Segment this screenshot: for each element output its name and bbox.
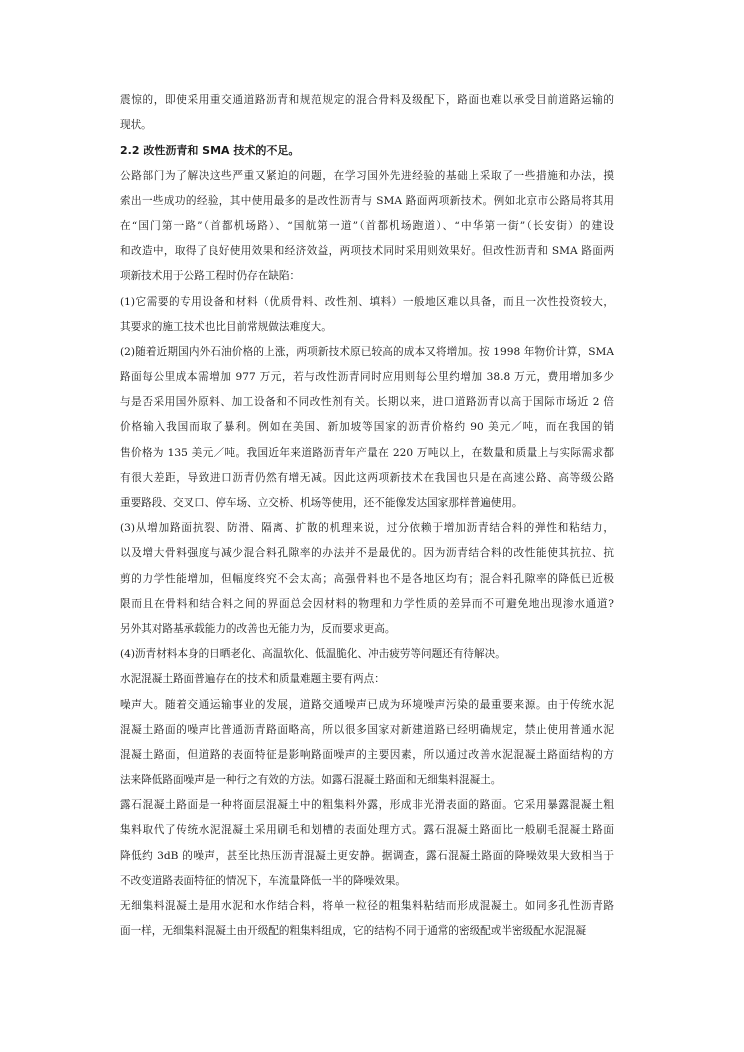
paragraph [120, 667, 614, 692]
text-line: 混凝土路面的噪声比普通沥青路面略高，所以很多国家对新建道路已经明确规定，禁止使用普通水泥 [120, 723, 614, 736]
paragraph [120, 88, 614, 138]
text-line: 路面每公里成本需增加 977 万元，若与改性沥青同时应用则每公里约增加 38.8 万元，费用增加多少 [120, 371, 614, 384]
paragraph [120, 340, 614, 516]
text-line: 另外其对路基承载能力的改善也无能力为，反而要求更高。 [120, 622, 396, 635]
text-line: 重要路段、交叉口、停车场、立交桥、机场等使用，还不能像发达国家那样普遍使用。 [120, 497, 523, 509]
text-line: 法来降低路面噪声是一种行之有效的方法。如露石混凝土路面和无细集料混凝土。 [120, 774, 502, 787]
paragraph [120, 642, 614, 667]
text-line: 混凝土路面，但道路的表面特征是影响路面噪声的主要因素，所以通过改善水泥混凝土路面结构的方 [120, 748, 614, 761]
text-line: 其要求的施工技术也比目前常规做法难度大。 [120, 320, 332, 333]
text-line: 在“国门第一路”（首都机场路）、“国航第一道”（首都机场跑道）、“中华第一街”（长安街）的建设 [120, 219, 614, 232]
document-page [120, 88, 614, 944]
section-heading: 2.2 改性沥青和 SMA 技术的不足。 [120, 144, 300, 158]
text-line: 索出一些成功的经验，其中使用最多的是改性沥青与 SMA 路面两项新技术。例如北京市公路局将其用 [120, 194, 614, 207]
paragraph [120, 894, 614, 944]
text-line: 公路部门为了解决这些严重又紧迫的问题，在学习国外先进经验的基础上采取了一些措施和办法，摸 [120, 169, 614, 182]
text-line: 噪声大。随着交通运输事业的发展，道路交通噪声已成为环境噪声污染的最重要来源。由于传统水泥 [120, 698, 614, 711]
text-line: (1)它需要的专用设备和材料（优质骨料、改性剂、填料）一般地区难以具备，而且一次性投资较大， [120, 295, 614, 308]
paragraph [120, 793, 614, 894]
text-line: 现状。 [120, 119, 152, 132]
paragraph [120, 693, 614, 794]
text-line: 无细集料混凝土是用水泥和水作结合料，将单一粒径的粗集料粘结而形成混凝土。如同多孔性沥青路 [120, 900, 614, 912]
text-line: 集料取代了传统水泥混凝土采用刷毛和划槽的表面处理方式。露石混凝土路面比一般刷毛混凝土路面 [120, 824, 614, 837]
text-line: 以及增大骨料强度与减少混合料孔隙率的办法并不是最优的。因为沥青结合料的改性能使其抗拉、抗 [120, 547, 614, 560]
paragraph [120, 516, 614, 642]
paragraph [120, 164, 614, 290]
text-line: (3)从增加路面抗裂、防滑、隔离、扩散的机理来说，过分依赖于增加沥青结合料的弹性和粘结力， [120, 522, 614, 535]
text-line: 售价格为 135 美元／吨。我国近年来道路沥青年产量在 220 万吨以上，在数量和质量上与实际需求都 [120, 446, 614, 459]
text-line: 水泥混凝土路面普遍存在的技术和质量难题主要有两点： [120, 673, 385, 686]
text-line: 剪的力学性能增加，但幅度终究不会太高；高强骨料也不是各地区均有；混合料孔隙率的降低已近极 [120, 572, 614, 585]
text-line: 价格输入我国而取了暴利。例如在美国、新加坡等国家的沥青价格约 90 美元／吨，而在我国的销 [120, 421, 614, 434]
text-line: 面一样，无细集料混凝土由开级配的粗集料组成，它的结构不同于通常的密级配或半密级配水泥混凝 [120, 925, 587, 938]
text-line: 不改变道路表面特征的情况下，车流量降低一半的降噪效果。 [120, 874, 407, 887]
text-line: (2)随着近期国内外石油价格的上涨，两项新技术原已较高的成本又将增加。按 1998 年物价计算，SMA [120, 345, 614, 358]
text-line: 有很大差距，导致进口沥青仍然有增无减。因此这两项新技术在我国也只是在高速公路、高等级公路 [120, 471, 614, 484]
text-line: (4)沥青材料本身的日晒老化、高温软化、低温脆化、冲击疲劳等问题还有待解决。 [120, 648, 506, 661]
text-line: 与是否采用国外原料、加工设备和不同改性剂有关。长期以来，进口道路沥青以高于国际市场近 2 倍 [120, 396, 614, 409]
text-line: 限而且在骨料和结合料之间的界面总会因材料的物理和力学性质的差异而不可避免地出现渗水通道? [120, 597, 614, 610]
text-line: 降低约 3dB 的噪声，甚至比热压沥青混凝土更安静。据调查，露石混凝土路面的降噪效果大致相当于 [120, 849, 614, 862]
text-line: 和改造中，取得了良好使用效果和经济效益，两项技术同时采用则效果好。但改性沥青和 SMA 路面两 [120, 245, 614, 258]
paragraph [120, 290, 614, 340]
text-line: 露石混凝土路面是一种将面层混凝土中的粗集料外露，形成非光滑表面的路面。它采用暴露混凝土粗 [120, 799, 614, 812]
text-line: 震惊的，即使采用重交通道路沥青和规范规定的混合骨料及级配下，路面也难以承受目前道路运输的 [120, 94, 614, 106]
text-line: 项新技术用于公路工程时仍存在缺陷： [120, 270, 301, 283]
